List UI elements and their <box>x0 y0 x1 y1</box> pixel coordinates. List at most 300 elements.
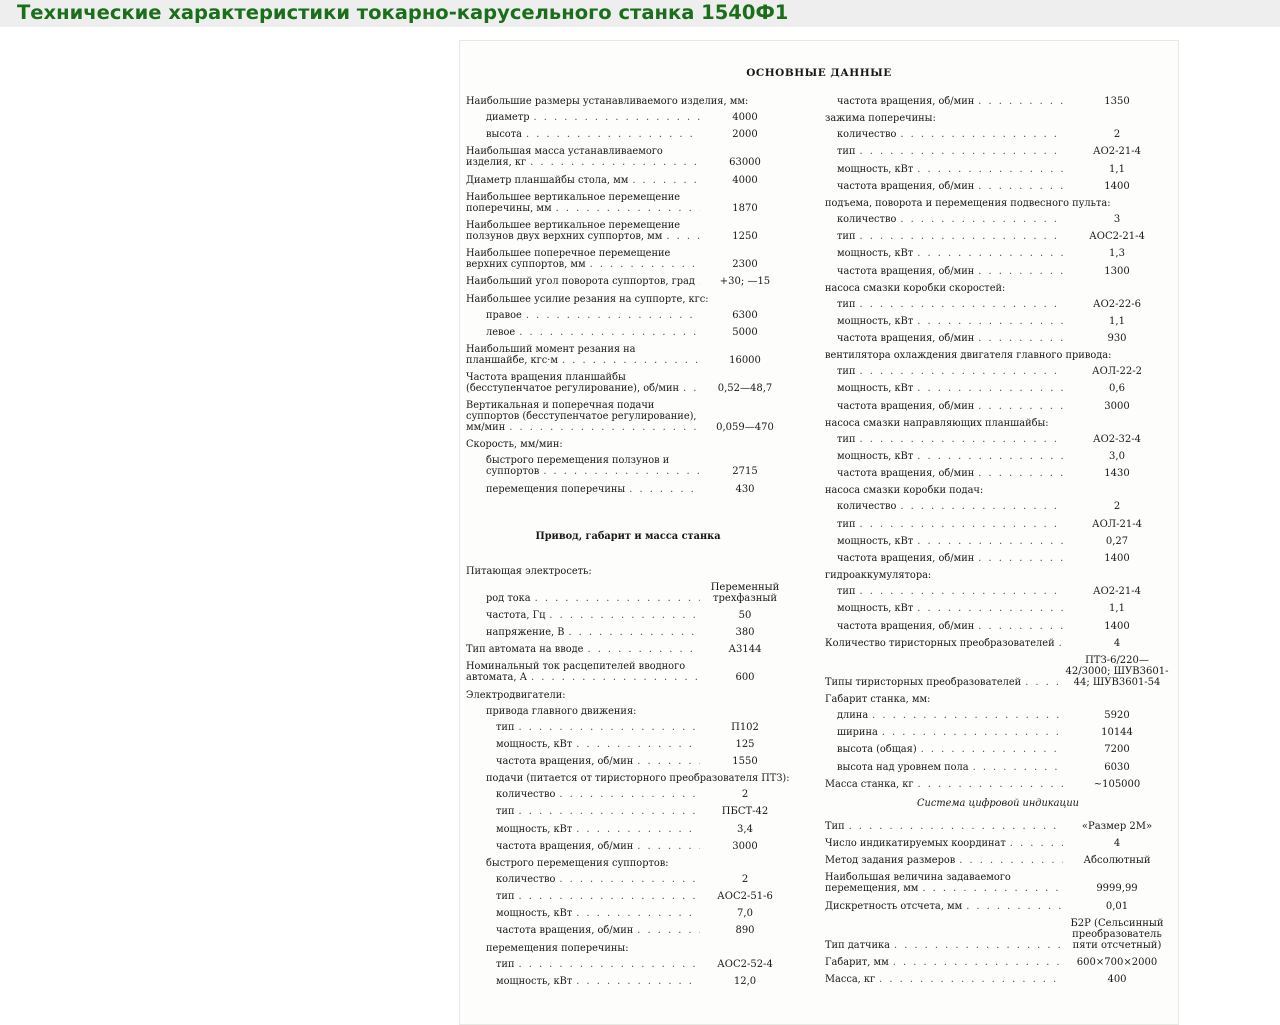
spec-row <box>825 146 1171 157</box>
spec-group-header: подъема, поворота и перемещения подвесного пульта: <box>825 197 1111 209</box>
spec-value: 890 <box>735 925 755 937</box>
spec-value: ~105000 <box>1093 778 1141 790</box>
spec-label-text: Наибольшая масса устанавливаемого изделия, кг <box>466 146 663 169</box>
spec-value: 6300 <box>732 309 758 321</box>
spec-label <box>825 603 1063 614</box>
spec-row <box>825 164 1171 175</box>
spec-value: 12,0 <box>733 975 757 987</box>
spec-row <box>825 710 1171 721</box>
spec-label-text: тип <box>837 434 859 445</box>
spec-label-text: высота над уровнем пола <box>837 762 973 773</box>
spec-label <box>466 455 700 477</box>
spec-label <box>466 344 700 366</box>
spec-label <box>825 677 1063 688</box>
spec-row <box>825 333 1171 344</box>
spec-label-text: количество <box>496 789 559 800</box>
spec-label-text: частота вращения, об/мин <box>496 756 637 767</box>
spec-label <box>466 891 700 902</box>
spec-value: 3000 <box>1104 400 1130 412</box>
spec-label <box>466 327 700 338</box>
spec-label-text: мощность, кВт <box>837 316 917 327</box>
spec-row <box>466 739 790 750</box>
spec-value: 1870 <box>732 202 758 214</box>
spec-label <box>466 610 700 621</box>
spec-label <box>466 908 700 919</box>
spec-label <box>466 310 700 321</box>
spec-value: 380 <box>735 627 755 638</box>
spec-label <box>466 112 700 123</box>
spec-label <box>825 710 1063 721</box>
spec-row <box>825 586 1171 597</box>
spec-label <box>825 316 1063 327</box>
spec-label <box>825 553 1063 564</box>
spec-row <box>825 762 1171 773</box>
spec-row <box>825 299 1171 310</box>
spec-label <box>825 821 1063 832</box>
spec-value: 2000 <box>732 129 758 141</box>
spec-value: 1430 <box>1104 468 1130 480</box>
spec-value: 4000 <box>732 174 758 186</box>
spec-value: 1400 <box>1104 620 1130 632</box>
spec-value: 4 <box>1113 637 1121 649</box>
spec-label-text: мощность, кВт <box>496 976 576 987</box>
spec-label <box>466 175 700 186</box>
spec-group-header: Скорость, мм/мин: <box>466 439 563 451</box>
spec-label-text: частота вращения, об/мин <box>496 925 637 936</box>
spec-group-header: вентилятора охлаждения двигателя главного привода: <box>825 350 1112 362</box>
spec-row <box>466 276 790 287</box>
spec-row <box>825 266 1171 277</box>
spec-value: 2715 <box>732 466 758 478</box>
spec-row <box>466 344 790 366</box>
spec-row <box>825 501 1171 512</box>
spec-label-text: частота вращения, об/мин <box>837 96 978 107</box>
spec-row <box>466 175 790 186</box>
spec-label-text: высота <box>486 129 526 140</box>
spec-label <box>825 401 1063 412</box>
spec-value: ПБСТ-42 <box>721 806 769 818</box>
spec-value: 1400 <box>1104 180 1130 192</box>
spec-label-text: частота вращения, об/мин <box>837 266 978 277</box>
spec-label-text: Наибольший угол поворота суппортов, град <box>466 276 699 287</box>
spec-value: «Размер 2М» <box>1081 820 1153 832</box>
spec-value: 0,52—48,7 <box>717 383 773 395</box>
spec-label <box>466 593 700 604</box>
spec-label-text: тип <box>837 146 859 157</box>
spec-value: АО2-21-4 <box>1093 586 1141 598</box>
spec-label-text: Наибольшее поперечное перемещение верхних суппортов, мм <box>466 248 671 271</box>
spec-row <box>825 638 1171 649</box>
spec-label <box>825 501 1063 512</box>
spec-row <box>825 231 1171 242</box>
spec-label <box>825 727 1063 738</box>
spec-label-text: Наибольшее вертикальное перемещение ползунов двух верхних суппортов, мм <box>466 219 681 242</box>
spec-label-text: род тока <box>486 593 535 604</box>
spec-label <box>466 874 700 885</box>
spec-label <box>466 192 700 214</box>
spec-label-text: мощность, кВт <box>496 739 576 750</box>
spec-row <box>466 841 790 852</box>
spec-row <box>466 400 790 433</box>
spec-value: 5000 <box>732 326 758 338</box>
spec-value: АО2-32-4 <box>1093 433 1141 445</box>
spec-value: 600×700×2000 <box>1076 956 1158 968</box>
left-drive-list <box>466 566 790 987</box>
spec-label-text: Масса, кг <box>825 974 879 985</box>
spec-value: 1300 <box>1104 265 1130 277</box>
spec-row <box>466 192 790 214</box>
right-main-list <box>825 96 1171 790</box>
spec-value: 16000 <box>729 354 761 366</box>
spec-group-header: насоса смазки направляющих планшайбы: <box>825 417 1049 429</box>
spec-row <box>825 621 1171 632</box>
spec-row <box>466 484 790 495</box>
spec-label-text: Частота вращения планшайбы (бесступенчатое регулирование), об/мин <box>466 372 683 394</box>
spec-label-text: Число индикатируемых координат <box>825 838 1010 849</box>
spec-label <box>466 146 700 168</box>
spec-row <box>466 925 790 936</box>
spec-label-text: Тип датчика <box>825 940 894 951</box>
spec-label <box>466 722 700 733</box>
spec-label-text: частота вращения, об/мин <box>837 333 978 344</box>
spec-label-text: тип <box>837 586 859 597</box>
spec-label-text: правое <box>486 310 526 321</box>
spec-row <box>825 519 1171 530</box>
spec-label <box>466 400 700 433</box>
spec-group-header: зажима поперечины: <box>825 113 936 125</box>
spec-row <box>825 974 1171 985</box>
spec-label-text: Типы тиристорных преобразователей <box>825 677 1025 688</box>
spec-row <box>825 181 1171 192</box>
spec-row <box>825 383 1171 394</box>
spec-row <box>825 872 1171 894</box>
spec-value: 7200 <box>1104 744 1130 756</box>
spec-label <box>825 838 1063 849</box>
spec-row <box>466 959 790 970</box>
spec-label-text: количество <box>496 874 559 885</box>
spec-row <box>466 327 790 338</box>
spec-label-text: мощность, кВт <box>496 824 576 835</box>
spec-row <box>825 957 1171 968</box>
spec-label-text: частота вращения, об/мин <box>496 841 637 852</box>
spec-label-text: частота, Гц <box>486 610 549 621</box>
spec-value: 1550 <box>732 755 758 767</box>
spec-group-header: Наибольшее усилие резания на суппорте, кгс: <box>466 293 709 305</box>
spec-label <box>825 129 1063 140</box>
spec-row <box>825 918 1171 951</box>
spec-group-header: привода главного движения: <box>486 705 637 717</box>
spec-value: 63000 <box>729 157 761 169</box>
spec-row <box>825 96 1171 107</box>
spec-row <box>466 891 790 902</box>
spec-row <box>466 146 790 168</box>
spec-value: 400 <box>1107 974 1127 986</box>
spec-label-text: количество <box>837 501 900 512</box>
spec-value: 930 <box>1107 333 1127 345</box>
spec-row <box>825 214 1171 225</box>
spec-label <box>466 959 700 970</box>
spec-label <box>825 855 1063 866</box>
spec-value: 6030 <box>1104 761 1130 773</box>
spec-label <box>825 164 1063 175</box>
spec-value: 1,1 <box>1109 603 1125 615</box>
spec-label-text: мощность, кВт <box>837 603 917 614</box>
spec-label <box>825 940 1063 951</box>
spec-value: 9999,99 <box>1096 883 1138 895</box>
spec-label-text: частота вращения, об/мин <box>837 553 978 564</box>
spec-value: АОЛ-22-2 <box>1092 366 1142 378</box>
spec-value: 1400 <box>1104 552 1130 564</box>
spec-label <box>466 129 700 140</box>
spec-label <box>825 974 1063 985</box>
spec-value: 2 <box>741 789 749 801</box>
spec-label <box>466 976 700 987</box>
spec-value: 1250 <box>732 230 758 242</box>
spec-value: 7,0 <box>737 908 753 920</box>
spec-row <box>825 855 1171 866</box>
spec-row <box>466 455 790 477</box>
spec-label-text: тип <box>496 959 518 970</box>
spec-group-header: насоса смазки коробки скоростей: <box>825 282 1006 294</box>
spec-label-text: ширина <box>837 727 882 738</box>
spec-group-header: подачи (питается от тиристорного преобразователя ПТЗ): <box>486 773 790 785</box>
spec-value: 125 <box>735 738 755 750</box>
spec-value: 3,0 <box>1109 451 1125 462</box>
spec-row <box>825 553 1171 564</box>
spec-row <box>466 908 790 919</box>
spec-row <box>825 401 1171 412</box>
spec-row <box>825 821 1171 832</box>
spec-label <box>825 621 1063 632</box>
spec-label <box>466 220 700 242</box>
spec-label <box>466 276 700 287</box>
spec-label <box>466 806 700 817</box>
spec-group-header: перемещения поперечины: <box>486 942 629 954</box>
spec-group-header: гидроаккумулятора: <box>825 570 932 582</box>
spec-group-header: Наибольшие размеры устанавливаемого изделия, мм: <box>466 96 749 107</box>
spec-row <box>466 806 790 817</box>
spec-label <box>825 872 1063 894</box>
spec-row <box>825 468 1171 479</box>
spec-label <box>825 383 1063 394</box>
spec-row <box>825 838 1171 849</box>
spec-label <box>825 266 1063 277</box>
spec-label <box>825 586 1063 597</box>
spec-label <box>466 756 700 767</box>
spec-label <box>825 638 1063 649</box>
spec-value: 3,4 <box>737 823 753 835</box>
spec-label <box>825 146 1063 157</box>
spec-label-text: частота вращения, об/мин <box>837 181 978 192</box>
spec-value: 600 <box>735 672 755 684</box>
spec-row <box>825 434 1171 445</box>
spec-label-text: Дискретность отсчета, мм <box>825 901 966 912</box>
spec-value: 1,3 <box>1109 248 1125 260</box>
spec-label-text: количество <box>837 214 900 225</box>
right-cnc-list <box>825 821 1171 985</box>
spec-row <box>825 901 1171 912</box>
left-column <box>466 96 790 993</box>
spec-group-header: Питающая электросеть: <box>466 565 592 577</box>
spec-label-text: Тип <box>825 821 849 832</box>
spec-label <box>466 739 700 750</box>
spec-label-text: тип <box>496 891 518 902</box>
spec-group-header: Электродвигатели: <box>466 689 566 701</box>
spec-label-text: Наибольший момент резания на планшайбе, кгс·м <box>466 343 636 366</box>
spec-value: П102 <box>731 721 759 733</box>
spec-label <box>825 744 1063 755</box>
spec-row <box>825 248 1171 259</box>
spec-label-text: Метод задания размеров <box>825 855 959 866</box>
spec-value: 0,01 <box>1105 900 1129 912</box>
spec-group-header: Габарит станка, мм: <box>825 694 931 706</box>
spec-row <box>466 756 790 767</box>
spec-row <box>466 824 790 835</box>
spec-label-text: Количество тиристорных преобразователей <box>825 638 1059 649</box>
spec-row <box>466 129 790 140</box>
cnc-subheading: Система цифровой индикации <box>917 797 1079 809</box>
spec-label-text: мощность, кВт <box>837 248 917 259</box>
spec-label <box>466 925 700 936</box>
spec-row <box>825 727 1171 738</box>
spec-label-text: частота вращения, об/мин <box>837 468 978 479</box>
spec-label <box>825 434 1063 445</box>
spec-label-text: частота вращения, об/мин <box>837 621 978 632</box>
spec-row <box>825 603 1171 614</box>
spec-row <box>466 112 790 123</box>
spec-label <box>825 536 1063 547</box>
spec-row <box>466 372 790 394</box>
spec-label-text: мощность, кВт <box>837 164 917 175</box>
spec-value: 10144 <box>1101 727 1133 739</box>
spec-label <box>466 661 700 683</box>
spec-row <box>466 874 790 885</box>
spec-label <box>466 789 700 800</box>
spec-sheet-scan <box>459 40 1179 1025</box>
spec-value: АО2-21-4 <box>1093 146 1141 158</box>
left-main-list <box>466 96 790 495</box>
spec-label <box>825 231 1063 242</box>
spec-label <box>825 779 1063 790</box>
spec-value: 0,6 <box>1109 383 1125 395</box>
spec-label-text: мощность, кВт <box>837 383 917 394</box>
spec-label <box>825 957 1063 968</box>
spec-value: АОС2-21-4 <box>1089 231 1145 243</box>
spec-label-text: высота (общая) <box>837 744 921 755</box>
spec-row <box>825 316 1171 327</box>
spec-label <box>825 762 1063 773</box>
spec-label-text: мощность, кВт <box>496 908 576 919</box>
spec-row <box>825 536 1171 547</box>
spec-row <box>466 789 790 800</box>
spec-value: 1,1 <box>1109 163 1125 175</box>
spec-label-text: перемещения поперечины <box>486 484 629 495</box>
spec-value: 50 <box>738 609 752 621</box>
spec-label-text: левое <box>486 327 519 338</box>
spec-label <box>825 366 1063 377</box>
spec-label <box>466 484 700 495</box>
spec-value: 3000 <box>732 840 758 852</box>
spec-row <box>466 976 790 987</box>
spec-label-text: Вертикальная и поперечная подачи суппортов (бесступенчатое регулирование), мм/мин <box>466 400 697 434</box>
spec-row <box>825 744 1171 755</box>
spec-value: 2 <box>1113 501 1121 513</box>
spec-value: 430 <box>735 483 755 495</box>
spec-label-text: Наибольшая величина задаваемого перемещения, мм <box>825 872 1011 895</box>
spec-label-text: тип <box>496 806 518 817</box>
spec-label-text: частота вращения, об/мин <box>837 401 978 412</box>
spec-value: 2 <box>741 873 749 885</box>
spec-row <box>466 627 790 638</box>
spec-value: 1350 <box>1104 96 1130 107</box>
spec-label-text: напряжение, В <box>486 627 568 638</box>
spec-label <box>466 248 700 270</box>
spec-row <box>825 366 1171 377</box>
spec-value: 5920 <box>1104 710 1130 722</box>
spec-row <box>825 451 1171 462</box>
spec-label <box>825 451 1063 462</box>
spec-label <box>825 299 1063 310</box>
spec-label-text: мощность, кВт <box>837 536 917 547</box>
spec-row <box>825 655 1171 688</box>
spec-label-text: количество <box>837 129 900 140</box>
spec-label-text: тип <box>837 299 859 310</box>
page-title: Технические характеристики токарно-карусельного станка 1540Ф1 <box>17 1 789 24</box>
spec-label <box>825 214 1063 225</box>
spec-row <box>466 582 790 604</box>
page-header-bar <box>0 0 1280 27</box>
spec-label-text: Габарит, мм <box>825 957 893 968</box>
spec-value: 0,27 <box>1105 535 1129 547</box>
spec-row <box>466 644 790 655</box>
spec-label <box>466 372 700 394</box>
spec-label-text: тип <box>496 722 518 733</box>
spec-label <box>825 181 1063 192</box>
spec-label-text: Масса станка, кг <box>825 779 918 790</box>
spec-label <box>466 824 700 835</box>
spec-label-text: диаметр <box>486 112 534 123</box>
spec-label-text: тип <box>837 366 859 377</box>
spec-label-text: Диаметр планшайбы стола, мм <box>466 175 632 186</box>
spec-label-text: мощность, кВт <box>837 451 917 462</box>
spec-value: АОС2-52-4 <box>717 958 773 970</box>
spec-value: А3144 <box>728 644 762 656</box>
spec-row <box>825 129 1171 140</box>
spec-group-header: быстрого перемещения суппортов: <box>486 857 669 869</box>
spec-value: 1,1 <box>1109 315 1125 327</box>
spec-label <box>825 468 1063 479</box>
doc-heading: ОСНОВНЫЕ ДАННЫЕ <box>746 67 892 79</box>
spec-value: АОЛ-21-4 <box>1092 518 1142 530</box>
spec-label <box>466 841 700 852</box>
spec-value: 0,059—470 <box>716 422 774 434</box>
spec-value: 3 <box>1113 213 1121 225</box>
spec-value: ПТЗ-6/220—42/3000; ШУВ3601-44; ШУВ3601-54 <box>1065 654 1169 688</box>
spec-row <box>466 722 790 733</box>
spec-label-text: Наибольшее вертикальное перемещение поперечины, мм <box>466 191 681 214</box>
spec-label-text: тип <box>837 231 859 242</box>
spec-label <box>825 901 1063 912</box>
drive-subheading: Привод, габарит и масса станка <box>535 530 721 542</box>
spec-label-text: тип <box>837 519 859 530</box>
spec-value: Переменный трехфазный <box>710 581 780 604</box>
spec-label <box>825 333 1063 344</box>
spec-row <box>466 220 790 242</box>
spec-value: 4000 <box>732 112 758 123</box>
spec-label-text: Тип автомата на вводе <box>466 644 587 655</box>
spec-group-header: насоса смазки коробки подач: <box>825 485 984 497</box>
spec-value: 4 <box>1113 838 1121 849</box>
